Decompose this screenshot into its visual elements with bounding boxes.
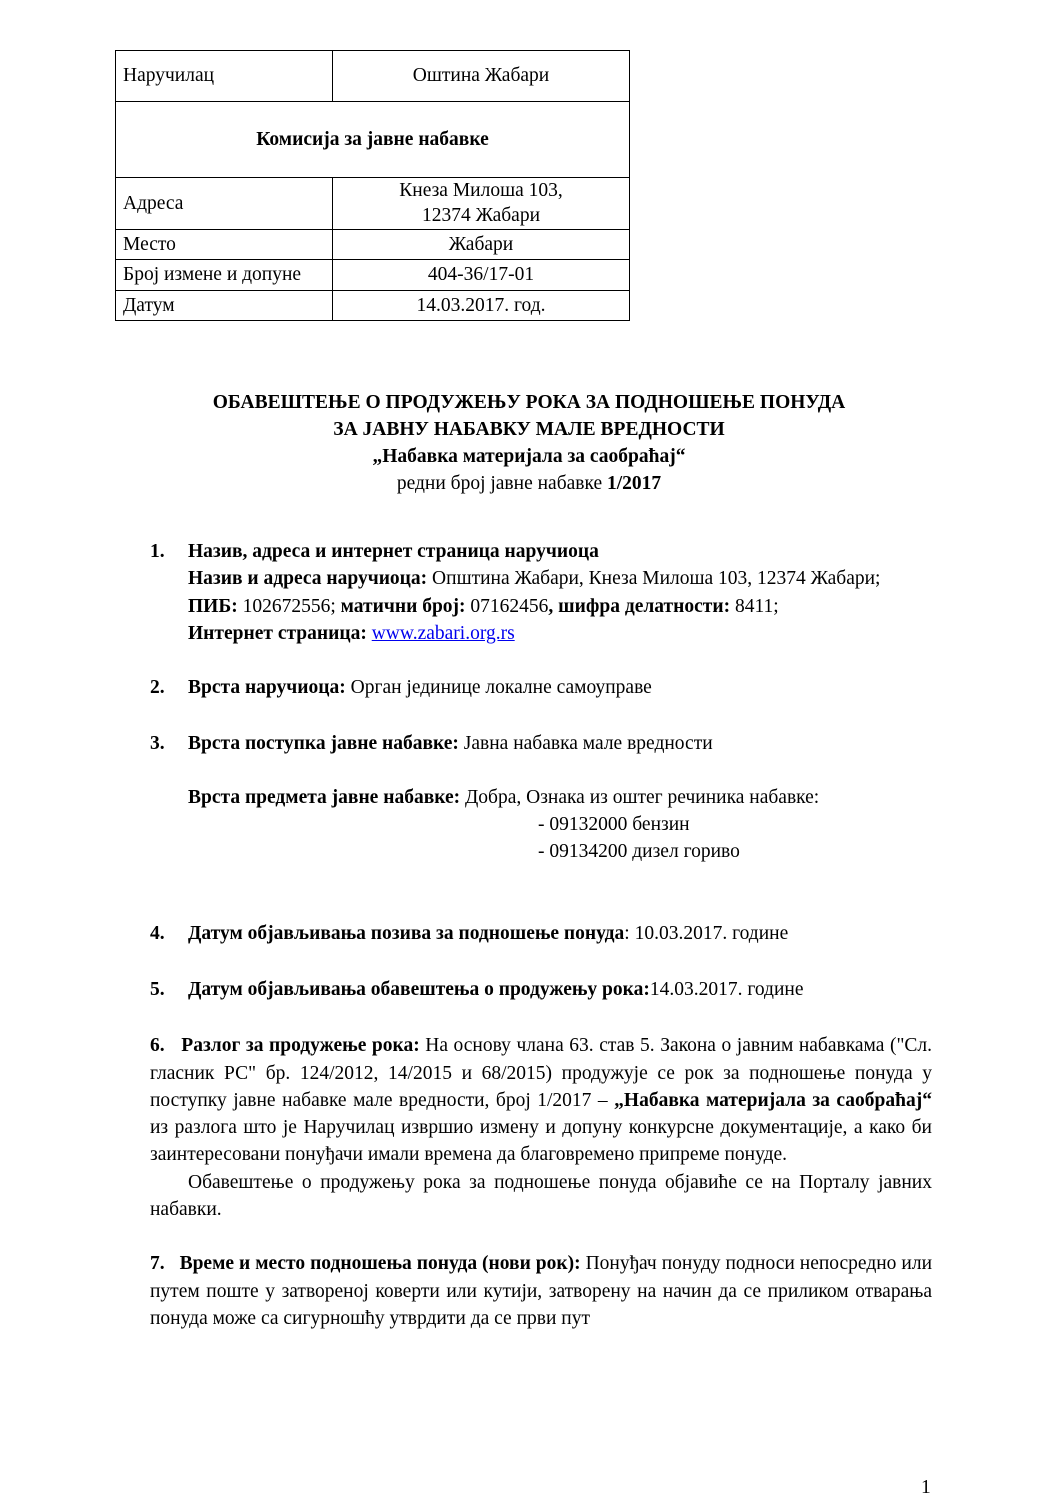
section-1-number: 1.	[150, 541, 165, 562]
section-1	[150, 538, 932, 647]
date-value: 14.03.2017. год.	[333, 290, 630, 320]
address-value	[333, 178, 630, 230]
address-line2: 12374 Жабари	[421, 205, 541, 227]
commission-name: Комисија за јавне набавке	[116, 102, 630, 178]
client-name-address: Назив и адреса наручиоца: Општина Жабари, Кнеза Милоша 103, 12374 Жабари;	[188, 568, 881, 590]
change-number-value: 404-36/17-01	[333, 259, 630, 290]
change-number-label: Број измене и допуне	[116, 259, 333, 290]
header-table	[115, 50, 630, 321]
section-6-paragraph: 6. Разлог за продужење рока: На основу члана 63. став 5. Закона о јавним набавкама ("Сл. гласник РС" бр. 124/2012, 14/2015 и 68/2015) продужује се рок за подношење понуда у поступку јавне набавке мале вредности, број 1/2017 – „Набавка материјала за саобраћај“ из разлога што је Наручилац извршио измену и допуну конкурсне документације, а како би заинтересовани понуђачи имали времена да благовремено припреме понуде.	[150, 1035, 933, 1166]
document-title	[0, 389, 1058, 497]
title-line-1: ОБАВЕШТЕЊЕ О ПРОДУЖЕЊУ РОКА ЗА ПОДНОШЕЊЕ ПОНУДА	[212, 392, 846, 413]
place-label: Место	[116, 229, 333, 259]
section-5: 5. Датум објављивања обавештења о продужењу рока:14.03.2017. године	[150, 978, 804, 1000]
section-7	[150, 1250, 932, 1332]
section-6-portal-note: Обавештење о продужењу рока за подношење понуда објавиће се на Порталу јавних набавки.	[150, 1171, 932, 1221]
page-number: 1	[921, 1477, 931, 1498]
client-label: Наручилац	[116, 51, 333, 102]
section-2: 2. Врста наручиоца: Орган јединице локалне самоуправе	[150, 677, 652, 699]
section-1-heading: Назив, адреса и интернет страница наручиоца	[188, 541, 599, 562]
client-value: Оштина Жабари	[333, 51, 630, 102]
website-link[interactable]: www.zabari.org.rs	[371, 622, 515, 644]
cpv-code-2: - 09134200 дизел гориво	[538, 841, 740, 863]
title-line-2: ЗА ЈАВНУ НАБАВКУ МАЛЕ ВРЕДНОСТИ	[333, 419, 725, 440]
date-label: Датум	[116, 290, 333, 320]
section-7-paragraph: 7. Време и место подношења понуда (нови рок): Понуђач понуду подноси непосредно или путем поште у затвореној коверти или кутији, затворену на начин да се приликом отварања понуда може са сигурношћу утврдити да се први пут	[150, 1253, 933, 1329]
section-4: 4. Датум објављивања позива за подношење понуда: 10.03.2017. године	[150, 922, 789, 944]
address-label: Адреса	[116, 178, 333, 230]
title-line-4	[0, 470, 1058, 497]
cpv-code-1: - 09132000 бензин	[538, 814, 690, 836]
section-6	[150, 1032, 932, 1223]
document-body	[150, 538, 932, 1332]
title-line-3: „Набавка материјала за саобраћај“	[372, 446, 686, 467]
procurement-number: 1/2017	[607, 473, 662, 494]
section-3: 3. Врста поступка јавне набавке: Јавна набавка мале вредности Врста предмета јавне набавке: Добра, Ознака из оштег речиника набавке: - 09132000 бензин - 09134200 дизел гориво	[150, 730, 932, 865]
address-line1: Кнеза Милоша 103,	[399, 180, 563, 201]
client-ids: ПИБ: 102672556; матични број: 07162456, шифра делатности: 8411;	[188, 595, 779, 617]
place-value: Жабари	[333, 229, 630, 259]
client-website: Интернет страница: www.zabari.org.rs	[188, 622, 515, 644]
procurement-number-text: редни број јавне набавке	[396, 473, 607, 494]
subject-type: Врста предмета јавне набавке: Добра, Ознака из оштег речиника набавке:	[188, 786, 820, 808]
